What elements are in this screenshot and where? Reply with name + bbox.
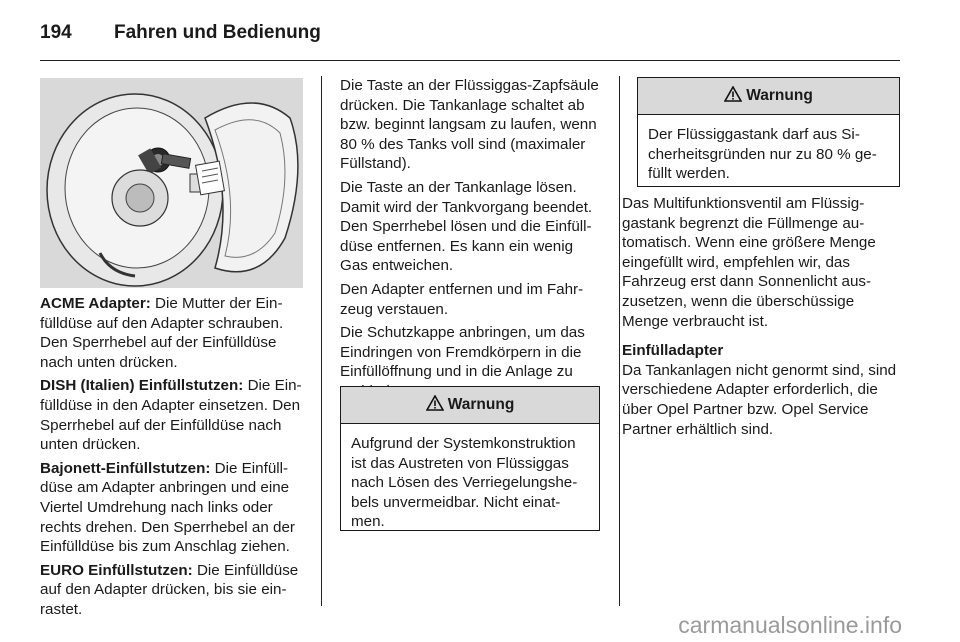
paragraph-release-button: Die Taste an der Tankanlage lösen. Damit wird der Tankvorgang beendet. Den Sperrhebel lösen und die Einfülldüse entfernen. Es kann ein wenig Gas entweichen. [340, 178, 593, 275]
paragraph-dish [40, 376, 304, 454]
column-3 [622, 194, 902, 443]
term-dish: DISH (Italien) Einfüllstutzen: [40, 377, 244, 395]
page-header [40, 22, 321, 44]
paragraph-multifunction-valve: Das Multifunktionsventil am Flüssiggastank begrenzt die Füllmenge automatisch. Wenn eine größere Menge eingefüllt wird, empfehlen wir, das Fahrzeug erst dann Sonnenlicht auszusetzen, wenn die überschüssige Menge verbraucht ist. [622, 195, 876, 330]
paragraph-press-button: Die Taste an der Flüssiggas-Zapfsäule drücken. Die Tankanlage schaltet ab bzw. beginnt langsam zu laufen, wenn 80 % des Tanks voll sind (maximaler Füllstand). [340, 77, 599, 173]
warning-text: Aufgrund der Systemkonstruktion ist das Austreten von Flüssiggas nach Lösen des Verriegelungshebels unvermeidbar. Nicht einatmen. [351, 435, 578, 531]
column-divider-2 [619, 76, 620, 606]
paragraph-bajonett [40, 459, 304, 557]
warning-title: Warnung [447, 396, 515, 413]
warning-triangle-icon [426, 395, 444, 416]
warning-text: Der Flüssiggastank darf aus Sicherheitsgründen nur zu 80 % gefüllt werden. [648, 126, 877, 183]
column-2 [340, 76, 605, 406]
warning-title: Warnung [746, 87, 813, 104]
column-1 [40, 294, 304, 624]
paragraph-remove-adapter: Den Adapter entfernen und im Fahrzeug verstauen. [340, 280, 584, 318]
term-bajonett: Bajonett-Einfüllstutzen: [40, 459, 211, 477]
warning-header [638, 78, 899, 115]
warning-header [341, 387, 599, 424]
subheading-filler-adapter: Einfülladapter [622, 342, 724, 360]
paragraph-acme [40, 294, 304, 372]
text-acme: Die Mutter der Einfülldüse auf den Adapter schrauben. Den Sperrhebel auf der Einfülldüse nach unten drücken. [40, 295, 284, 371]
paragraph-adapters: Da Tankanlagen nicht genormt sind, sind verschiedene Adapter erforderlich, die über Opel Partner bzw. Opel Service Partner erhältlich sind. [622, 361, 897, 438]
page-number: 194 [40, 22, 72, 43]
column-divider-1 [321, 76, 322, 606]
fuel-filler-drawing [40, 78, 303, 288]
warning-box-tank-capacity [637, 77, 900, 187]
watermark: carmanualsonline.info [678, 612, 902, 638]
term-acme-adapter: ACME Adapter: [40, 295, 151, 312]
fuel-filler-adapter-illustration [40, 78, 303, 288]
text-euro: Die Einfülldüse auf den Adapter drücken, bis sie einrastet. [40, 561, 299, 618]
term-euro: EURO Einfüllstutzen: [40, 561, 193, 579]
page-title: Fahren und Bedienung [114, 22, 321, 43]
paragraph-euro [40, 561, 304, 620]
paragraph-protective-cap: Die Schutzkappe anbringen, um das Eindringen von Fremdkörpern in die Einfüllöffnung und in die Anlage zu [340, 324, 585, 381]
header-rule [40, 60, 900, 61]
text-bajonett: Die Einfülldüse am Adapter anbringen und eine Viertel Umdrehung nach links oder rechts drehen. Den Sperrhebel an der Einfülldüse bis zum Anschlag ziehen. [40, 459, 295, 556]
text-dish: Die Einfülldüse in den Adapter einsetzen. Den Sperrhebel auf der Einfülldüse nach unten drücken. [40, 377, 302, 454]
warning-triangle-icon [724, 86, 742, 107]
warning-box-gas-leak [340, 386, 600, 531]
